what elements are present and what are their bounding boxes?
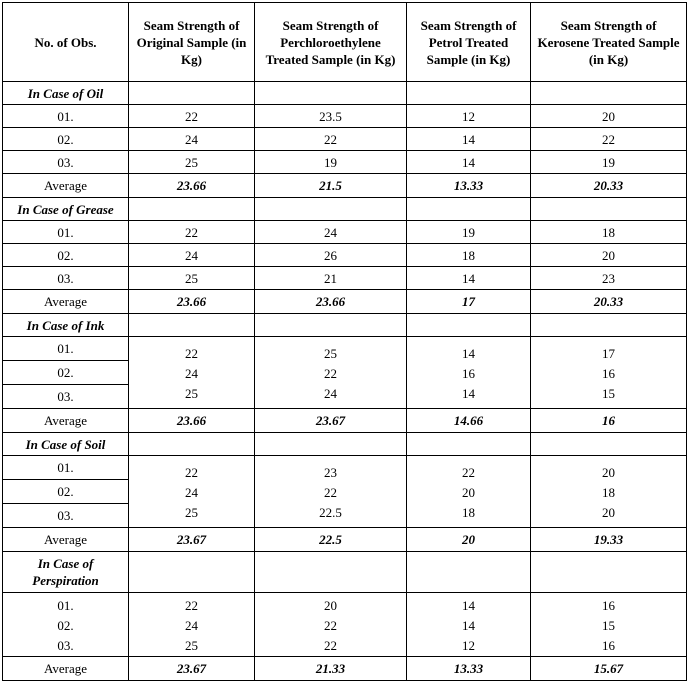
perchloro-values [255,456,407,528]
petrol-value: 19 [407,221,531,244]
average-original: 23.67 [129,657,255,681]
section-label: In Case of Ink [3,314,129,337]
petrol-value: 14 [407,128,531,151]
average-petrol: 13.33 [407,174,531,198]
perchloro-value: 22 [324,618,337,633]
perchloro-value: 22 [324,366,337,381]
average-original: 23.66 [129,409,255,433]
original-value: 25 [185,505,198,520]
average-perchloro: 23.67 [255,409,407,433]
table-row [3,593,687,657]
section-label: In Case of Grease [3,198,129,221]
kerosene-values [531,456,687,528]
perchloro-value: 23.5 [255,105,407,128]
petrol-value: 14 [407,151,531,174]
average-original: 23.66 [129,290,255,314]
average-label: Average [3,409,129,433]
original-value: 25 [129,267,255,290]
table-row [3,244,687,267]
petrol-value: 12 [407,105,531,128]
obs-column [3,456,129,528]
kerosene-value: 16 [602,638,615,653]
header-original: Seam Strength of Original Sample (in Kg) [129,3,255,82]
original-value: 24 [129,244,255,267]
original-value: 25 [185,386,198,401]
obs-number: 01. [3,105,129,128]
header-perchloro: Seam Strength of Perchloroethylene Treated Sample (in Kg) [255,3,407,82]
petrol-value: 18 [462,505,475,520]
table-row [3,105,687,128]
original-value: 22 [185,346,198,361]
kerosene-value: 20 [531,105,687,128]
header-obs: No. of Obs. [3,3,129,82]
average-label: Average [3,174,129,198]
kerosene-value: 15 [602,386,615,401]
table-row [3,337,687,409]
petrol-value: 18 [407,244,531,267]
average-kerosene: 19.33 [531,528,687,552]
original-value: 24 [185,618,198,633]
original-value: 24 [185,485,198,500]
obs-number: 02. [3,128,129,151]
table-row [3,221,687,244]
header-row [3,3,687,82]
table-row [3,151,687,174]
petrol-value: 20 [462,485,475,500]
perchloro-value: 22 [255,128,407,151]
original-value: 22 [185,598,198,613]
petrol-values [407,456,531,528]
average-label: Average [3,657,129,681]
original-value: 22 [129,105,255,128]
average-row [3,290,687,314]
obs-number: 01. [57,598,74,613]
petrol-value: 12 [462,638,475,653]
perchloro-value: 26 [255,244,407,267]
kerosene-value: 20 [602,465,615,480]
average-perchloro: 21.33 [255,657,407,681]
average-label: Average [3,290,129,314]
petrol-value: 22 [462,465,475,480]
section-row-ink [3,314,687,337]
average-row [3,528,687,552]
petrol-values [407,593,531,657]
kerosene-value: 19 [531,151,687,174]
average-row [3,657,687,681]
obs-number: 03. [57,389,74,404]
obs-column [3,593,129,657]
kerosene-values [531,337,687,409]
original-values [129,593,255,657]
table-row [3,456,687,528]
original-values [129,456,255,528]
perchloro-value: 20 [324,598,337,613]
obs-number: 03. [57,638,74,653]
petrol-value: 16 [462,366,475,381]
obs-number: 01. [3,337,128,361]
petrol-value: 14 [462,346,475,361]
section-label: In Case of Perspiration [3,552,129,593]
petrol-value: 14 [462,618,475,633]
original-value: 25 [185,638,198,653]
petrol-value: 14 [407,267,531,290]
average-perchloro: 23.66 [255,290,407,314]
kerosene-value: 18 [531,221,687,244]
obs-number: 02. [3,480,128,504]
original-value: 24 [185,366,198,381]
kerosene-value: 23 [531,267,687,290]
average-petrol: 13.33 [407,657,531,681]
average-kerosene: 20.33 [531,174,687,198]
seam-strength-table [2,2,687,681]
kerosene-value: 16 [602,598,615,613]
perchloro-values [255,337,407,409]
section-row-grease [3,198,687,221]
obs-number: 03. [3,267,129,290]
header-kerosene: Seam Strength of Kerosene Treated Sample (in Kg) [531,3,687,82]
average-petrol: 20 [407,528,531,552]
section-row-oil [3,82,687,105]
obs-number: 01. [3,456,128,480]
kerosene-value: 22 [531,128,687,151]
original-value: 24 [129,128,255,151]
perchloro-value: 25 [324,346,337,361]
section-row-perspiration [3,552,687,593]
kerosene-value: 20 [531,244,687,267]
kerosene-value: 16 [602,366,615,381]
original-values [129,337,255,409]
average-perchloro: 21.5 [255,174,407,198]
petrol-values [407,337,531,409]
perchloro-value: 22 [324,638,337,653]
average-petrol: 14.66 [407,409,531,433]
petrol-value: 14 [462,386,475,401]
kerosene-value: 17 [602,346,615,361]
kerosene-value: 18 [602,485,615,500]
perchloro-values [255,593,407,657]
section-label: In Case of Oil [3,82,129,105]
obs-number: 02. [3,244,129,267]
perchloro-value: 21 [255,267,407,290]
average-kerosene: 20.33 [531,290,687,314]
perchloro-value: 24 [255,221,407,244]
perchloro-value: 24 [324,386,337,401]
obs-number: 02. [57,618,74,633]
average-kerosene: 15.67 [531,657,687,681]
average-label: Average [3,528,129,552]
obs-number: 01. [3,221,129,244]
petrol-value: 14 [462,598,475,613]
average-kerosene: 16 [531,409,687,433]
table-row [3,267,687,290]
perchloro-value: 22.5 [319,505,342,520]
obs-column [3,337,129,409]
original-value: 22 [129,221,255,244]
average-row [3,409,687,433]
obs-number: 02. [3,361,128,385]
kerosene-values [531,593,687,657]
perchloro-value: 19 [255,151,407,174]
kerosene-value: 15 [602,618,615,633]
perchloro-value: 22 [324,485,337,500]
average-original: 23.66 [129,174,255,198]
section-row-soil [3,433,687,456]
table-row [3,128,687,151]
original-value: 22 [185,465,198,480]
average-perchloro: 22.5 [255,528,407,552]
header-petrol: Seam Strength of Petrol Treated Sample (in Kg) [407,3,531,82]
kerosene-value: 20 [602,505,615,520]
section-label: In Case of Soil [3,433,129,456]
obs-number: 03. [57,508,74,523]
average-row [3,174,687,198]
original-value: 25 [129,151,255,174]
obs-number: 03. [3,151,129,174]
average-petrol: 17 [407,290,531,314]
perchloro-value: 23 [324,465,337,480]
average-original: 23.67 [129,528,255,552]
